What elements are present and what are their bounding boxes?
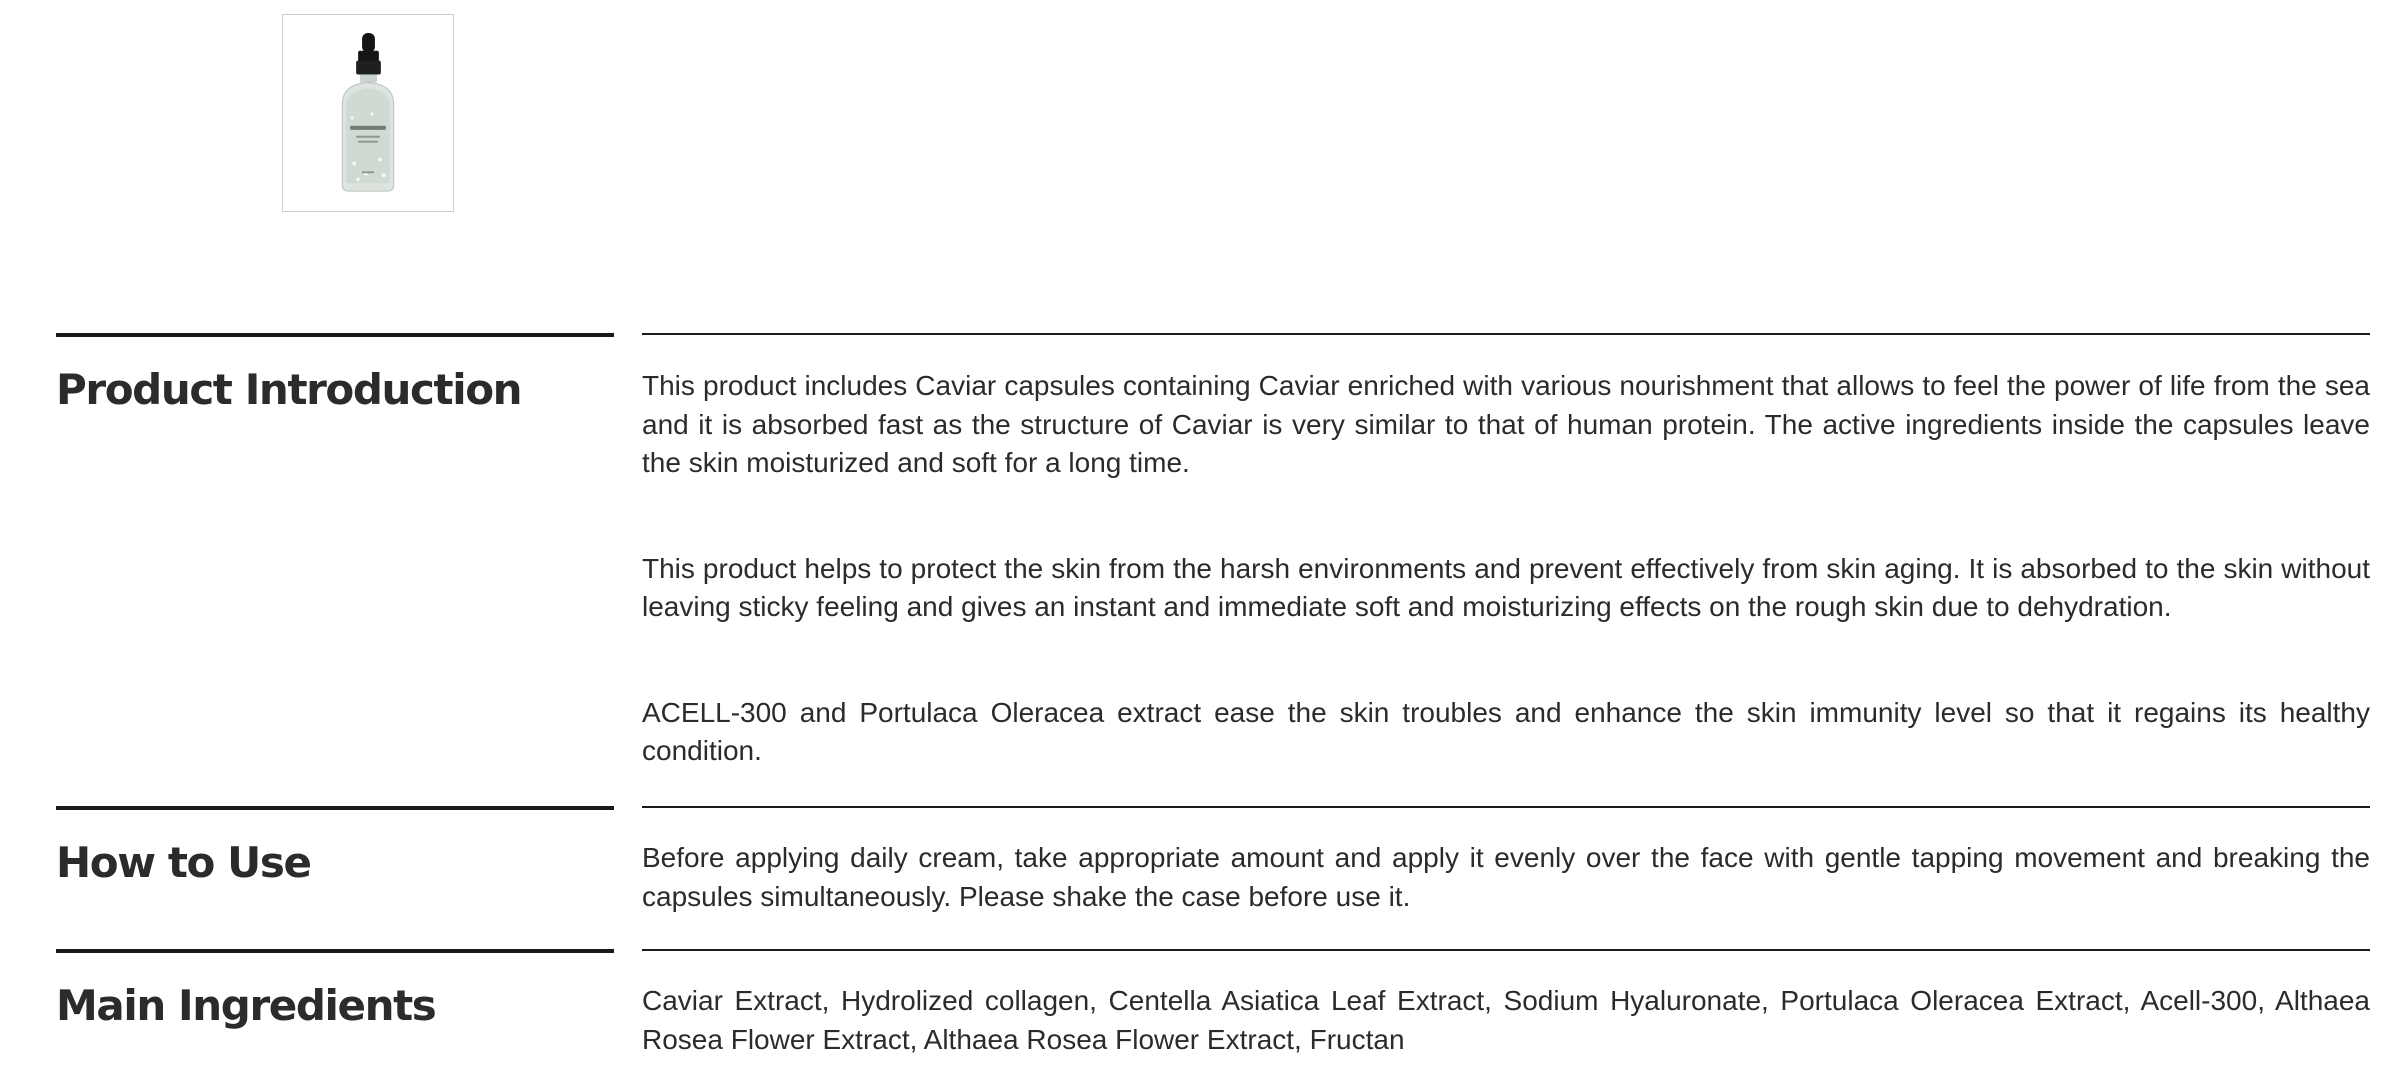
section-divider-left — [56, 333, 614, 337]
section-divider-right — [642, 949, 2370, 951]
paragraph: Before applying daily cream, take appropriate amount and apply it evenly over the face with gentle tapping movement and breaking the capsules simultaneously. Please shake the case before use it. — [642, 842, 2370, 912]
section-heading: Product Introduction — [56, 365, 522, 414]
section-body — [642, 367, 2370, 771]
section-divider-left — [56, 949, 614, 953]
section-divider-right — [642, 333, 2370, 335]
paragraph: Caviar Extract, Hydrolized collagen, Centella Asiatica Leaf Extract, Sodium Hyaluronate, Portulaca Oleracea Extract, Acell-300, Althaea Rosea Flower Extract, Althaea Rosea Flower Extract, Fructan — [642, 985, 2370, 1055]
paragraph: This product includes Caviar capsules containing Caviar enriched with various nourishment that allows to feel the power of life from the sea and it is absorbed fast as the structure of Caviar is very similar to that of human protein. The active ingredients inside the capsules leave the skin moisturized and soft for a long time. — [642, 370, 2370, 478]
section-heading: Main Ingredients — [56, 981, 436, 1030]
section-heading: How to Use — [56, 838, 311, 887]
section-body — [642, 839, 2370, 916]
section-divider-right — [642, 806, 2370, 808]
paragraph: ACELL-300 and Portulaca Oleracea extract ease the skin troubles and enhance the skin immunity level so that it regains its healthy condition. — [642, 696, 2370, 766]
product-thumbnail[interactable] — [282, 14, 454, 212]
paragraph: This product helps to protect the skin from the harsh environments and prevent effectively from skin aging. It is absorbed to the skin without leaving sticky feeling and gives an instant and immediate soft and moisturizing effects on the rough skin due to dehydration. — [642, 552, 2370, 622]
serum-bottle-image — [283, 15, 453, 211]
section-body — [642, 982, 2370, 1059]
section-divider-left — [56, 806, 614, 810]
